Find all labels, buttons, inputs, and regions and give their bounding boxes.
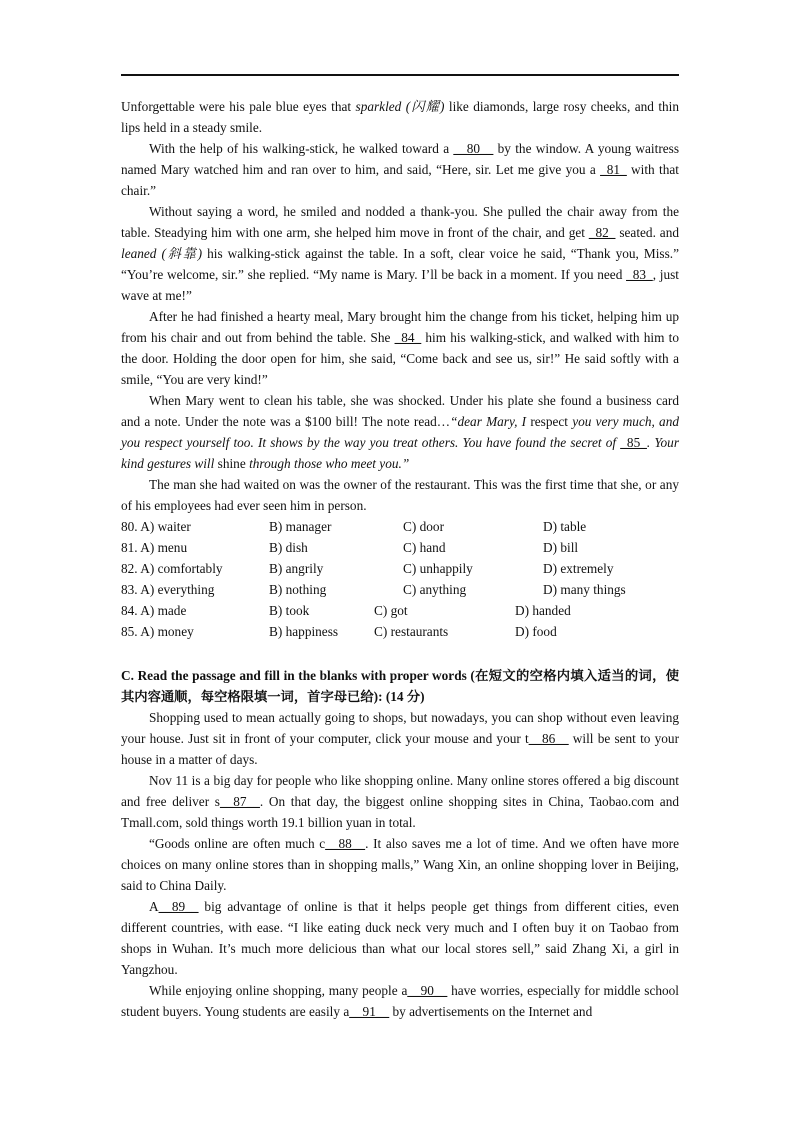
option-d: D) table xyxy=(543,519,587,534)
section-c-paragraph-3 xyxy=(121,833,679,896)
option-b: B) took xyxy=(269,603,310,618)
answer-options xyxy=(121,516,679,642)
text-segment: “Goods online are often much c xyxy=(149,836,326,851)
option-d: D) food xyxy=(515,624,557,639)
text-segment: will be sent to your house in a matter of days. xyxy=(121,731,679,767)
option-row-85 xyxy=(121,621,679,642)
text-segment: shine xyxy=(217,456,250,471)
option-row-82 xyxy=(121,558,679,579)
worksheet-page xyxy=(121,96,679,1022)
paragraph-2 xyxy=(121,138,679,201)
text-segment: . On that day, the biggest online shopping sites in China, Taobao.com and Tmall.com, sold things worth 19.1 billion yuan in total. xyxy=(121,794,679,830)
italic-text: sparkled (闪耀) xyxy=(355,99,445,114)
text-segment: by advertisements on the Internet and xyxy=(389,1004,593,1019)
text-segment: his walking-stick against the table. In a soft, clear voice he said, “Thank you, Miss.” “You’re welcome, sir.” she replied. “My name is Mary. I’ll be back in a moment. If you need xyxy=(121,246,680,282)
option-d: D) bill xyxy=(543,540,579,555)
section-c-paragraph-1 xyxy=(121,707,679,770)
option-row-83 xyxy=(121,579,679,600)
option-c: C) door xyxy=(403,519,444,534)
italic-text: you very much, and you respect yourself too. It shows by the way you treat others. You have found the secret of xyxy=(121,414,679,450)
option-c: C) got xyxy=(374,603,408,618)
text-segment: Without saying a word, he smiled and nodded a thank-you. She pulled the chair away from the table. Steadying him with one arm, she helped him move in front of the chair, and get xyxy=(121,204,679,240)
text-segment: like diamonds, large rosy cheeks, and thin lips held in a steady smile. xyxy=(121,99,680,135)
option-b: B) happiness xyxy=(269,624,339,639)
text-segment: big advantage of online is that it helps people get things from different cities, even different countries, with ease. “I like eating duck neck very much and I often buy it on Taobao from shops in Wuhan. It’s much more delicious than what our local stores sell,” said Zhang Xi, a girl in Yangzhou. xyxy=(121,899,679,977)
option-d: D) extremely xyxy=(543,561,614,576)
answer-blank: _81_ xyxy=(600,162,627,177)
text-segment: him his walking-stick, and walked with him to the door. Holding the door open for him, she said, “Come back and see us, sir!” He said softly with a smile, “You are very kind!” xyxy=(121,330,680,387)
option-a: 84. A) made xyxy=(121,603,187,618)
option-b: B) nothing xyxy=(269,582,327,597)
text-segment: With the help of his walking-stick, he walked toward a xyxy=(149,141,454,156)
option-b: B) angrily xyxy=(269,561,324,576)
answer-blank: _82_ xyxy=(588,225,616,240)
paragraph-6 xyxy=(121,474,679,516)
answer-blank: __87__ xyxy=(219,794,260,809)
option-c: C) unhappily xyxy=(403,561,473,576)
text-segment: When Mary went to clean his table, she was shocked. Under his plate she found a business card and a note. Under the note was a $100 bill! The note read… xyxy=(121,393,679,429)
answer-blank: __86__ xyxy=(528,731,569,746)
answer-blank: __89__ xyxy=(158,899,199,914)
text-segment: A xyxy=(149,899,159,914)
section-c-heading: C. Read the passage and fill in the blanks with proper words (在短文的空格内填入适当的词，使其内容通顺，每空格限填一词，首字母已给): (14 分) xyxy=(121,668,679,704)
section-c-paragraph-5 xyxy=(121,980,679,1022)
text-segment: After he had finished a hearty meal, Mary brought him the change from his ticket, helping him up from his chair and out from behind the table. She xyxy=(121,309,679,345)
text-segment: Unforgettable were his pale blue eyes that xyxy=(121,99,356,114)
answer-blank: __88__ xyxy=(325,836,366,851)
italic-text: “dear Mary, I xyxy=(450,414,531,429)
answer-blank: _84_ xyxy=(394,330,422,345)
text-segment: , just wave at me!” xyxy=(121,267,679,303)
section-c-paragraph-2 xyxy=(121,770,679,833)
italic-text: through those who meet you.” xyxy=(249,456,410,471)
text-segment: seated. and xyxy=(615,225,679,240)
option-d: D) handed xyxy=(515,603,571,618)
text-segment: The man she had waited on was the owner of the restaurant. This was the first time that she, or any of his employees had ever seen him in person. xyxy=(121,477,679,513)
text-segment: by the window. A young waitress named Mary watched him and ran over to him, and said, “Here, sir. Let me give you a xyxy=(121,141,679,177)
section-c-paragraph-4 xyxy=(121,896,679,980)
italic-text: leaned (斜靠) xyxy=(121,246,203,261)
option-d: D) many things xyxy=(543,582,626,597)
option-c: C) hand xyxy=(403,540,446,555)
option-b: B) manager xyxy=(269,519,332,534)
answer-blank: _85_ xyxy=(620,435,647,450)
answer-blank: __80__ xyxy=(453,141,494,156)
option-row-80 xyxy=(121,516,679,537)
option-row-81 xyxy=(121,537,679,558)
paragraph-1 xyxy=(121,96,679,138)
paragraph-3 xyxy=(121,201,679,306)
text-segment: have worries, especially for middle school student buyers. Young students are easily a xyxy=(121,983,679,1019)
paragraph-5 xyxy=(121,390,679,474)
answer-blank: __90__ xyxy=(407,983,448,998)
option-a: 83. A) everything xyxy=(121,582,215,597)
option-a: 85. A) money xyxy=(121,624,194,639)
option-b: B) dish xyxy=(269,540,308,555)
option-a: 82. A) comfortably xyxy=(121,561,223,576)
option-row-84 xyxy=(121,600,679,621)
text-segment: Nov 11 is a big day for people who like shopping online. Many online stores offered a big discount and free deliver s xyxy=(121,773,679,809)
text-segment: Shopping used to mean actually going to shops, but nowadays, you can shop without even leaving your house. Just sit in front of your computer, click your mouse and your t xyxy=(121,710,679,746)
answer-blank: _83_ xyxy=(626,267,653,282)
option-a: 80. A) waiter xyxy=(121,519,191,534)
header-rule xyxy=(121,74,679,76)
text-segment: with that chair.” xyxy=(121,162,679,198)
text-segment: respect xyxy=(530,414,573,429)
option-c: C) anything xyxy=(403,582,467,597)
text-segment: While enjoying online shopping, many people a xyxy=(149,983,408,998)
answer-blank: __91__ xyxy=(349,1004,390,1019)
text-segment: . It also saves me a lot of time. And we often have more choices on many online stores than in shopping malls,” Wang Xin, an online shopping lover in Beijing, said to China Daily. xyxy=(121,836,680,893)
option-a: 81. A) menu xyxy=(121,540,188,555)
option-c: C) restaurants xyxy=(374,624,449,639)
italic-text: . Your kind gestures will xyxy=(121,435,679,471)
paragraph-4 xyxy=(121,306,679,390)
